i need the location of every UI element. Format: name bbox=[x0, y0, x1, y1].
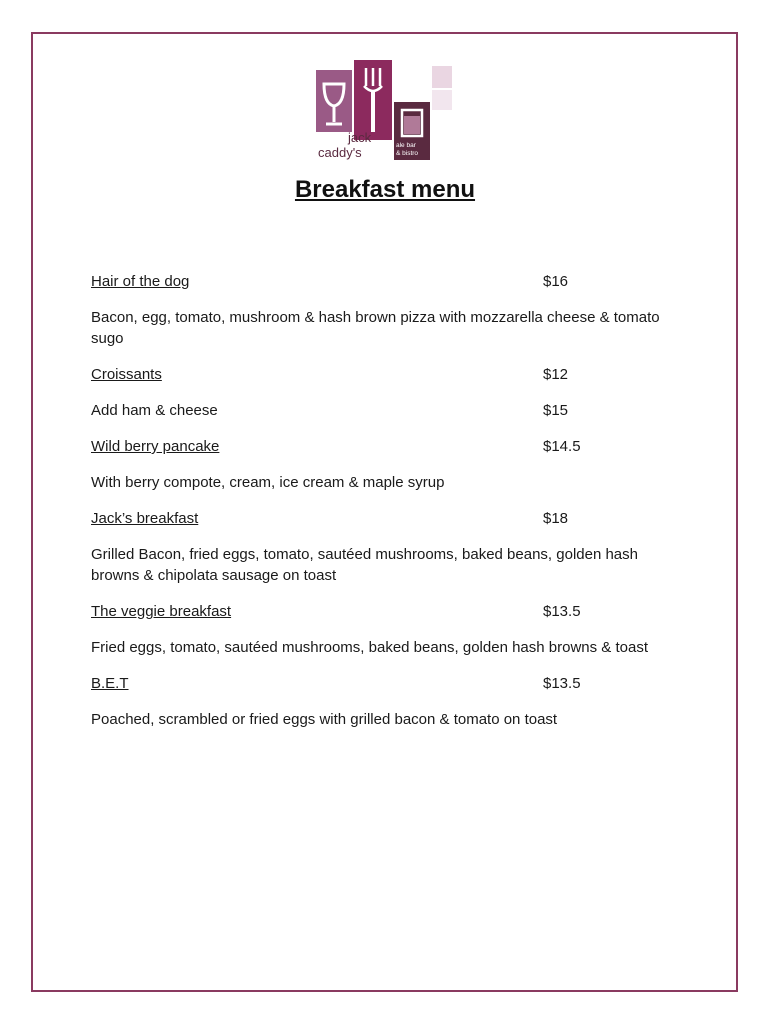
logo-text-caddys: caddy's bbox=[318, 145, 362, 160]
item-desc-ham-cheese: Add ham & cheese bbox=[91, 402, 218, 419]
item-desc-bet: Poached, scrambled or fried eggs with grilled bacon & tomato on toast bbox=[91, 711, 558, 728]
item-name-wild-berry-pancake: Wild berry pancake bbox=[91, 438, 220, 455]
item-price-veggie-breakfast: $13.5 bbox=[543, 603, 581, 620]
item-desc-hair-of-the-dog: Bacon, egg, tomato, mushroom & hash brown pizza with mozzarella cheese & tomato sugo bbox=[91, 309, 660, 347]
logo-text-bistro: & bistro bbox=[396, 150, 419, 157]
item-price-hair-of-the-dog: $16 bbox=[543, 273, 569, 290]
item-price-ham-cheese: $15 bbox=[543, 402, 569, 419]
item-desc-wild-berry-pancake: With berry compote, cream, ice cream & maple syrup bbox=[91, 474, 445, 491]
menu-title: Breakfast menu bbox=[294, 176, 476, 203]
item-price-wild-berry-pancake: $14.5 bbox=[543, 438, 581, 455]
item-desc-veggie-breakfast: Fried eggs, tomato, sautéed mushrooms, baked beans, golden hash browns & toast bbox=[91, 639, 648, 656]
item-desc-jacks-breakfast: Grilled Bacon, fried eggs, tomato, sautéed mushrooms, baked beans, golden hash browns & chipolata sausage on toast bbox=[91, 546, 638, 584]
logo-text-ale-bar: ale bar bbox=[396, 142, 416, 149]
item-name-croissants: Croissants bbox=[91, 366, 162, 383]
item-price-croissants: $12 bbox=[543, 366, 569, 383]
item-name-hair-of-the-dog: Hair of the dog bbox=[91, 273, 190, 290]
item-name-bet: B.E.T bbox=[91, 675, 129, 692]
item-name-jacks-breakfast: Jack’s breakfast bbox=[91, 510, 199, 527]
item-price-bet: $13.5 bbox=[543, 675, 581, 692]
logo-text-jack: jack bbox=[348, 130, 372, 145]
item-name-veggie-breakfast: The veggie breakfast bbox=[91, 603, 232, 620]
item-price-jacks-breakfast: $18 bbox=[543, 510, 569, 527]
restaurant-logo bbox=[314, 58, 456, 162]
